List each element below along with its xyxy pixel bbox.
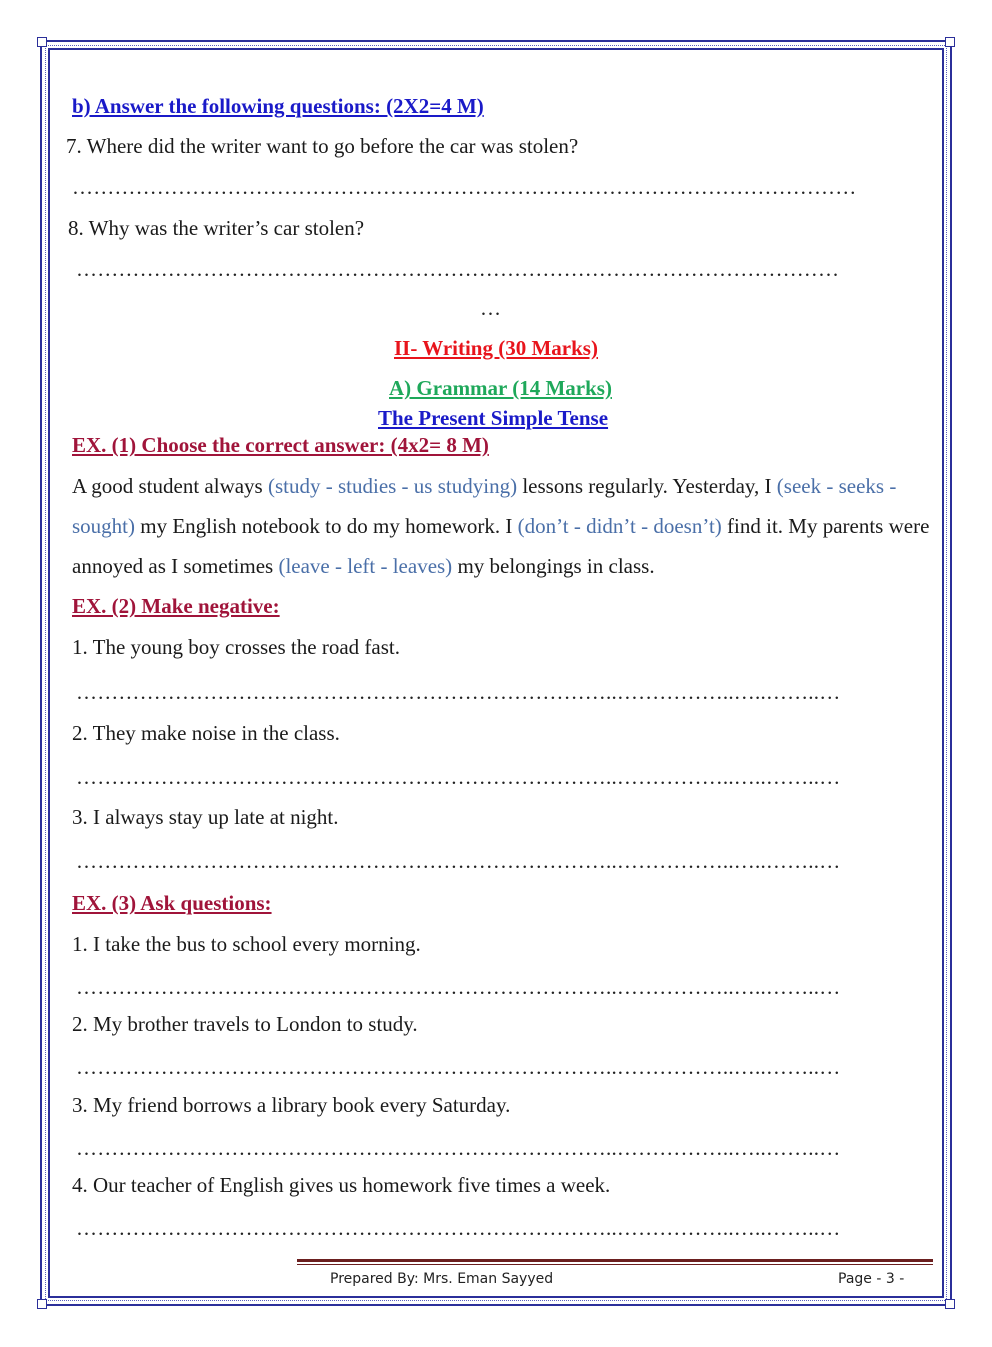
ex1-text: my English notebook to do my homework. I xyxy=(135,514,518,538)
ex2-heading: EX. (2) Make negative: xyxy=(72,594,280,618)
ex2-sentence-2: 2. They make noise in the class. xyxy=(72,721,340,745)
ex3-heading: EX. (3) Ask questions: xyxy=(72,891,272,915)
ex3-answer-line-4[interactable]: …………………………………………………………………..……………..…..……..… xyxy=(76,1216,841,1240)
section-b-heading: b) Answer the following questions: (2X2=4 M) xyxy=(72,94,484,118)
ex3-answer-line-3[interactable]: …………………………………………………………………..……………..…..……..… xyxy=(76,1136,841,1160)
footer-prepared-by: Prepared By: Mrs. Eman Sayyed xyxy=(330,1271,554,1287)
grammar-heading: A) Grammar (14 Marks) xyxy=(389,376,612,400)
writing-heading: II- Writing (30 Marks) xyxy=(394,336,598,360)
ex1-text: find it. My parents were annoyed as I sometimes xyxy=(72,514,930,578)
answer-line-7[interactable]: ………………………………………………………………………………………………… xyxy=(72,175,857,199)
question-8: 8. Why was the writer’s car stolen? xyxy=(68,216,365,240)
border-corner xyxy=(37,1299,47,1309)
ex1-option-3[interactable]: (don’t - didn’t - doesn’t) xyxy=(517,514,722,538)
footer-page-number: Page - 3 - xyxy=(838,1271,905,1287)
ex2-answer-line-2[interactable]: …………………………………………………………………..……………..…..……..… xyxy=(76,765,841,789)
ex1-paragraph xyxy=(72,466,932,586)
ex3-sentence-3: 3. My friend borrows a library book every Saturday. xyxy=(72,1093,511,1117)
ex2-sentence-1: 1. The young boy crosses the road fast. xyxy=(72,635,400,659)
border-corner xyxy=(37,37,47,47)
ex1-option-2[interactable]: (seek - seeks - sought) xyxy=(72,474,897,538)
border-corner xyxy=(945,37,955,47)
ex3-sentence-4: 4. Our teacher of English gives us homework five times a week. xyxy=(72,1173,611,1197)
ex3-sentence-1: 1. I take the bus to school every morning. xyxy=(72,932,421,956)
ex2-answer-line-3[interactable]: …………………………………………………………………..……………..…..……..… xyxy=(76,849,841,873)
footer-rule-thin xyxy=(297,1264,933,1265)
footer-rule xyxy=(297,1259,933,1262)
question-7: 7. Where did the writer want to go before the car was stolen? xyxy=(66,134,579,158)
answer-line-8[interactable]: ……………………………………………………………………………………………… xyxy=(76,257,840,281)
ex2-answer-line-1[interactable]: …………………………………………………………………..……………..…..……..… xyxy=(76,680,841,704)
ex1-text: A good student always xyxy=(72,474,268,498)
border-corner xyxy=(945,1299,955,1309)
ex1-text: my belongings in class. xyxy=(452,554,655,578)
ex1-option-1[interactable]: (study - studies - us studying) xyxy=(267,474,518,498)
ex3-answer-line-1[interactable]: …………………………………………………………………..……………..…..……..… xyxy=(76,975,841,999)
ex1-option-4[interactable]: (leave - left - leaves) xyxy=(278,554,453,578)
ex3-answer-line-2[interactable]: …………………………………………………………………..……………..…..……..… xyxy=(76,1055,841,1079)
ex3-sentence-2: 2. My brother travels to London to study. xyxy=(72,1012,418,1036)
ex1-heading: EX. (1) Choose the correct answer: (4x2= 8 M) xyxy=(72,433,489,457)
ex1-text: lessons regularly. Yesterday, I xyxy=(517,474,777,498)
answer-line-8-continued[interactable]: … xyxy=(480,296,502,320)
ex2-sentence-3: 3. I always stay up late at night. xyxy=(72,805,339,829)
tense-heading: The Present Simple Tense xyxy=(378,406,609,430)
